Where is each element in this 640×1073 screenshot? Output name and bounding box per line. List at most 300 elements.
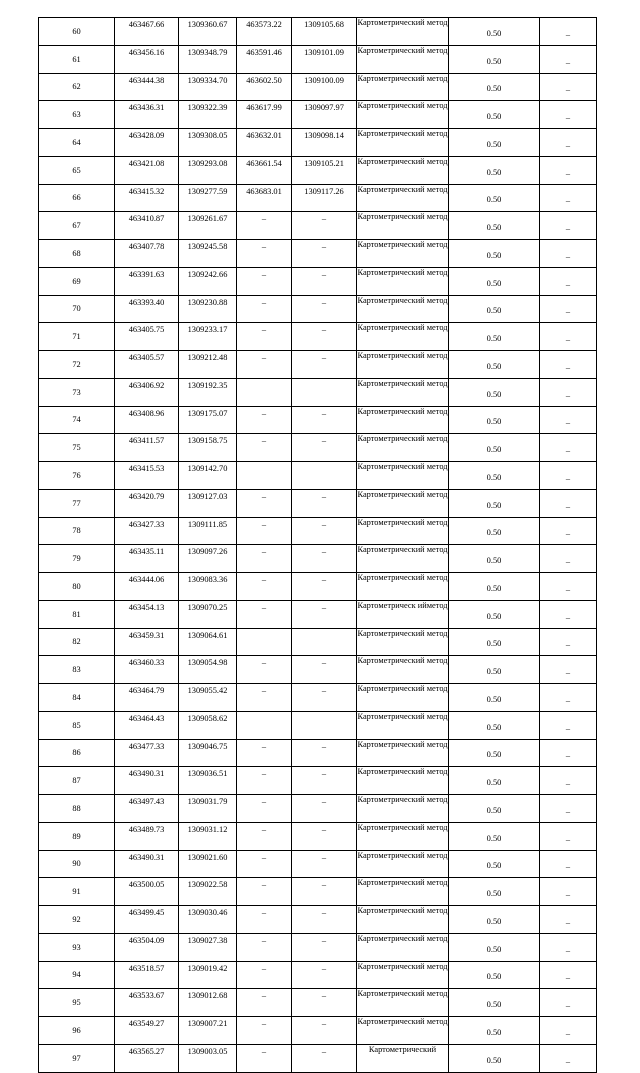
accuracy-cell: 0.50 <box>449 573 540 601</box>
method-cell: Картометрический метод <box>357 156 449 184</box>
y-coordinate-cell: 1309212.48 <box>179 351 237 379</box>
description-cell: – <box>540 267 597 295</box>
y2-coordinate-cell: – <box>292 212 357 240</box>
method-cell: Картометрический метод <box>357 545 449 573</box>
point-number-cell: 83 <box>39 656 115 684</box>
description-cell: – <box>540 73 597 101</box>
description-cell: – <box>540 600 597 628</box>
y-coordinate-cell: 1309233.17 <box>179 323 237 351</box>
y-coordinate-cell: 1309322.39 <box>179 101 237 129</box>
y2-coordinate-cell: 1309117.26 <box>292 184 357 212</box>
description-cell: – <box>540 1044 597 1072</box>
point-number-cell: 94 <box>39 961 115 989</box>
accuracy-cell: 0.50 <box>449 989 540 1017</box>
y2-coordinate-cell <box>292 462 357 490</box>
method-cell: Картометрический метод <box>357 517 449 545</box>
table-row <box>39 1017 597 1045</box>
table-row <box>39 628 597 656</box>
y-coordinate-cell: 1309111.85 <box>179 517 237 545</box>
description-cell: – <box>540 517 597 545</box>
method-cell: Картометрический метод <box>357 850 449 878</box>
method-cell: Картометрический метод <box>357 184 449 212</box>
x2-coordinate-cell: – <box>237 212 292 240</box>
description-cell: – <box>540 545 597 573</box>
x-coordinate-cell: 463391.63 <box>115 267 179 295</box>
y2-coordinate-cell: – <box>292 351 357 379</box>
y-coordinate-cell: 1309192.35 <box>179 378 237 406</box>
table-row <box>39 489 597 517</box>
x2-coordinate-cell: – <box>237 767 292 795</box>
x-coordinate-cell: 463444.06 <box>115 573 179 601</box>
y2-coordinate-cell: 1309097.97 <box>292 101 357 129</box>
table-row <box>39 1044 597 1072</box>
table-row <box>39 573 597 601</box>
x2-coordinate-cell <box>237 378 292 406</box>
point-number-cell: 93 <box>39 933 115 961</box>
table-row <box>39 156 597 184</box>
point-number-cell: 90 <box>39 850 115 878</box>
x-coordinate-cell: 463490.31 <box>115 767 179 795</box>
x2-coordinate-cell: 463602.50 <box>237 73 292 101</box>
x-coordinate-cell: 463477.33 <box>115 739 179 767</box>
method-cell: Картометрический метод <box>357 129 449 157</box>
y-coordinate-cell: 1309158.75 <box>179 434 237 462</box>
method-cell: Картометрический метод <box>357 822 449 850</box>
table-row <box>39 184 597 212</box>
accuracy-cell: 0.50 <box>449 711 540 739</box>
table-row <box>39 267 597 295</box>
x2-coordinate-cell: – <box>237 545 292 573</box>
point-number-cell: 88 <box>39 795 115 823</box>
method-cell: Картометрический метод <box>357 212 449 240</box>
x-coordinate-cell: 463421.08 <box>115 156 179 184</box>
y-coordinate-cell: 1309230.88 <box>179 295 237 323</box>
table-row <box>39 906 597 934</box>
y2-coordinate-cell <box>292 628 357 656</box>
accuracy-cell: 0.50 <box>449 212 540 240</box>
y2-coordinate-cell: – <box>292 878 357 906</box>
y2-coordinate-cell: – <box>292 267 357 295</box>
point-number-cell: 97 <box>39 1044 115 1072</box>
table-row <box>39 462 597 490</box>
accuracy-cell: 0.50 <box>449 850 540 878</box>
method-cell: Картометрический метод <box>357 18 449 46</box>
x2-coordinate-cell: – <box>237 351 292 379</box>
point-number-cell: 78 <box>39 517 115 545</box>
point-number-cell: 73 <box>39 378 115 406</box>
accuracy-cell: 0.50 <box>449 600 540 628</box>
table-row <box>39 101 597 129</box>
y-coordinate-cell: 1309245.58 <box>179 240 237 268</box>
y2-coordinate-cell: – <box>292 240 357 268</box>
accuracy-cell: 0.50 <box>449 129 540 157</box>
method-cell: Картометрический метод <box>357 101 449 129</box>
method-cell: Картометрический метод <box>357 795 449 823</box>
description-cell: – <box>540 240 597 268</box>
table-row <box>39 434 597 462</box>
accuracy-cell: 0.50 <box>449 462 540 490</box>
description-cell: – <box>540 878 597 906</box>
table-row <box>39 545 597 573</box>
y-coordinate-cell: 1309083.36 <box>179 573 237 601</box>
point-number-cell: 72 <box>39 351 115 379</box>
method-cell: Картометрический метод <box>357 1017 449 1045</box>
x-coordinate-cell: 463565.27 <box>115 1044 179 1072</box>
x2-coordinate-cell: – <box>237 989 292 1017</box>
method-cell: Картометрический метод <box>357 989 449 1017</box>
description-cell: – <box>540 822 597 850</box>
y-coordinate-cell: 1309031.12 <box>179 822 237 850</box>
point-number-cell: 60 <box>39 18 115 46</box>
accuracy-cell: 0.50 <box>449 267 540 295</box>
y2-coordinate-cell: 1309105.68 <box>292 18 357 46</box>
point-number-cell: 84 <box>39 684 115 712</box>
point-number-cell: 61 <box>39 45 115 73</box>
y2-coordinate-cell: – <box>292 406 357 434</box>
x-coordinate-cell: 463427.33 <box>115 517 179 545</box>
method-cell: Картометрический метод <box>357 573 449 601</box>
x-coordinate-cell: 463407.78 <box>115 240 179 268</box>
description-cell: – <box>540 711 597 739</box>
method-cell: Картометрический метод <box>357 489 449 517</box>
point-number-cell: 75 <box>39 434 115 462</box>
x-coordinate-cell: 463533.67 <box>115 989 179 1017</box>
accuracy-cell: 0.50 <box>449 156 540 184</box>
point-number-cell: 71 <box>39 323 115 351</box>
accuracy-cell: 0.50 <box>449 822 540 850</box>
description-cell: – <box>540 628 597 656</box>
point-number-cell: 96 <box>39 1017 115 1045</box>
y2-coordinate-cell: – <box>292 933 357 961</box>
x-coordinate-cell: 463459.31 <box>115 628 179 656</box>
y-coordinate-cell: 1309030.46 <box>179 906 237 934</box>
method-cell: Картометрический метод <box>357 628 449 656</box>
x-coordinate-cell: 463405.57 <box>115 351 179 379</box>
y-coordinate-cell: 1309293.08 <box>179 156 237 184</box>
accuracy-cell: 0.50 <box>449 73 540 101</box>
table-row <box>39 295 597 323</box>
y-coordinate-cell: 1309019.42 <box>179 961 237 989</box>
point-number-cell: 66 <box>39 184 115 212</box>
method-cell: Картометрический метод <box>357 878 449 906</box>
table-row <box>39 822 597 850</box>
description-cell: – <box>540 961 597 989</box>
y-coordinate-cell: 1309007.21 <box>179 1017 237 1045</box>
x-coordinate-cell: 463410.87 <box>115 212 179 240</box>
description-cell: – <box>540 212 597 240</box>
x-coordinate-cell: 463500.05 <box>115 878 179 906</box>
table-row <box>39 517 597 545</box>
x2-coordinate-cell: 463573.22 <box>237 18 292 46</box>
table-row <box>39 351 597 379</box>
y-coordinate-cell: 1309277.59 <box>179 184 237 212</box>
point-number-cell: 79 <box>39 545 115 573</box>
x2-coordinate-cell: – <box>237 906 292 934</box>
method-cell: Картометрический метод <box>357 739 449 767</box>
y2-coordinate-cell: – <box>292 489 357 517</box>
method-cell: Картометрический метод <box>357 462 449 490</box>
method-cell: Картометрический метод <box>357 406 449 434</box>
description-cell: – <box>540 850 597 878</box>
method-cell: Картометрический <box>357 1044 449 1072</box>
y2-coordinate-cell: – <box>292 1044 357 1072</box>
accuracy-cell: 0.50 <box>449 489 540 517</box>
method-cell: Картометрическ ийметод <box>357 600 449 628</box>
method-cell: Картометрический метод <box>357 961 449 989</box>
method-cell: Картометрический метод <box>357 684 449 712</box>
x-coordinate-cell: 463497.43 <box>115 795 179 823</box>
accuracy-cell: 0.50 <box>449 18 540 46</box>
y2-coordinate-cell: – <box>292 739 357 767</box>
point-number-cell: 82 <box>39 628 115 656</box>
description-cell: – <box>540 129 597 157</box>
x2-coordinate-cell: 463591.46 <box>237 45 292 73</box>
y-coordinate-cell: 1309127.03 <box>179 489 237 517</box>
method-cell: Картометрический метод <box>357 906 449 934</box>
accuracy-cell: 0.50 <box>449 1044 540 1072</box>
x2-coordinate-cell: – <box>237 489 292 517</box>
point-number-cell: 77 <box>39 489 115 517</box>
x-coordinate-cell: 463444.38 <box>115 73 179 101</box>
x2-coordinate-cell: – <box>237 295 292 323</box>
x-coordinate-cell: 463405.75 <box>115 323 179 351</box>
x2-coordinate-cell: – <box>237 406 292 434</box>
x-coordinate-cell: 463464.43 <box>115 711 179 739</box>
point-number-cell: 63 <box>39 101 115 129</box>
x-coordinate-cell: 463428.09 <box>115 129 179 157</box>
table-row <box>39 323 597 351</box>
accuracy-cell: 0.50 <box>449 933 540 961</box>
y-coordinate-cell: 1309097.26 <box>179 545 237 573</box>
description-cell: – <box>540 184 597 212</box>
accuracy-cell: 0.50 <box>449 767 540 795</box>
table-row <box>39 240 597 268</box>
x2-coordinate-cell: – <box>237 684 292 712</box>
x2-coordinate-cell: – <box>237 517 292 545</box>
x-coordinate-cell: 463499.45 <box>115 906 179 934</box>
x2-coordinate-cell: 463632.01 <box>237 129 292 157</box>
x-coordinate-cell: 463393.40 <box>115 295 179 323</box>
x2-coordinate-cell: – <box>237 961 292 989</box>
x-coordinate-cell: 463415.32 <box>115 184 179 212</box>
x2-coordinate-cell: 463617.99 <box>237 101 292 129</box>
description-cell: – <box>540 45 597 73</box>
table-row <box>39 129 597 157</box>
y2-coordinate-cell: – <box>292 434 357 462</box>
table-row <box>39 406 597 434</box>
y2-coordinate-cell <box>292 378 357 406</box>
x-coordinate-cell: 463435.11 <box>115 545 179 573</box>
method-cell: Картометрический метод <box>357 267 449 295</box>
accuracy-cell: 0.50 <box>449 45 540 73</box>
x-coordinate-cell: 463420.79 <box>115 489 179 517</box>
y2-coordinate-cell: – <box>292 795 357 823</box>
x-coordinate-cell: 463518.57 <box>115 961 179 989</box>
point-number-cell: 86 <box>39 739 115 767</box>
description-cell: – <box>540 739 597 767</box>
method-cell: Картометрический метод <box>357 378 449 406</box>
x-coordinate-cell: 463454.13 <box>115 600 179 628</box>
method-cell: Картометрический метод <box>357 933 449 961</box>
y2-coordinate-cell: 1309101.09 <box>292 45 357 73</box>
description-cell: – <box>540 101 597 129</box>
accuracy-cell: 0.50 <box>449 101 540 129</box>
table-row <box>39 795 597 823</box>
x-coordinate-cell: 463504.09 <box>115 933 179 961</box>
table-row <box>39 18 597 46</box>
accuracy-cell: 0.50 <box>449 545 540 573</box>
method-cell: Картометрический метод <box>357 434 449 462</box>
point-number-cell: 64 <box>39 129 115 157</box>
x-coordinate-cell: 463490.31 <box>115 850 179 878</box>
y-coordinate-cell: 1309348.79 <box>179 45 237 73</box>
y-coordinate-cell: 1309175.07 <box>179 406 237 434</box>
accuracy-cell: 0.50 <box>449 406 540 434</box>
point-number-cell: 91 <box>39 878 115 906</box>
y2-coordinate-cell: – <box>292 295 357 323</box>
x-coordinate-cell: 463464.79 <box>115 684 179 712</box>
y2-coordinate-cell: – <box>292 656 357 684</box>
table-row <box>39 600 597 628</box>
x2-coordinate-cell: – <box>237 933 292 961</box>
x2-coordinate-cell: 463683.01 <box>237 184 292 212</box>
method-cell: Картометрический метод <box>357 45 449 73</box>
accuracy-cell: 0.50 <box>449 878 540 906</box>
description-cell: – <box>540 684 597 712</box>
x2-coordinate-cell: – <box>237 878 292 906</box>
point-number-cell: 74 <box>39 406 115 434</box>
y-coordinate-cell: 1309022.58 <box>179 878 237 906</box>
table-row <box>39 656 597 684</box>
accuracy-cell: 0.50 <box>449 795 540 823</box>
x2-coordinate-cell: – <box>237 1017 292 1045</box>
x2-coordinate-cell: – <box>237 850 292 878</box>
x2-coordinate-cell: – <box>237 739 292 767</box>
y2-coordinate-cell: 1309098.14 <box>292 129 357 157</box>
accuracy-cell: 0.50 <box>449 684 540 712</box>
table-row <box>39 45 597 73</box>
y2-coordinate-cell: – <box>292 545 357 573</box>
x-coordinate-cell: 463460.33 <box>115 656 179 684</box>
method-cell: Картометрический метод <box>357 295 449 323</box>
point-number-cell: 67 <box>39 212 115 240</box>
point-number-cell: 95 <box>39 989 115 1017</box>
accuracy-cell: 0.50 <box>449 378 540 406</box>
point-number-cell: 76 <box>39 462 115 490</box>
method-cell: Картометрический метод <box>357 351 449 379</box>
table-row <box>39 73 597 101</box>
y2-coordinate-cell: – <box>292 600 357 628</box>
y2-coordinate-cell: – <box>292 323 357 351</box>
x-coordinate-cell: 463408.96 <box>115 406 179 434</box>
table-row <box>39 850 597 878</box>
method-cell: Картометрический метод <box>357 240 449 268</box>
table-body <box>39 18 597 1073</box>
x2-coordinate-cell: 463661.54 <box>237 156 292 184</box>
x2-coordinate-cell: – <box>237 1044 292 1072</box>
y2-coordinate-cell: – <box>292 850 357 878</box>
method-cell: Картометрический метод <box>357 656 449 684</box>
description-cell: – <box>540 933 597 961</box>
y-coordinate-cell: 1309360.67 <box>179 18 237 46</box>
table-row <box>39 378 597 406</box>
description-cell: – <box>540 795 597 823</box>
accuracy-cell: 0.50 <box>449 517 540 545</box>
accuracy-cell: 0.50 <box>449 351 540 379</box>
description-cell: – <box>540 323 597 351</box>
y-coordinate-cell: 1309142.70 <box>179 462 237 490</box>
description-cell: – <box>540 767 597 795</box>
table-row <box>39 684 597 712</box>
table-row <box>39 767 597 795</box>
x-coordinate-cell: 463415.53 <box>115 462 179 490</box>
y-coordinate-cell: 1309012.68 <box>179 989 237 1017</box>
point-number-cell: 62 <box>39 73 115 101</box>
description-cell: – <box>540 156 597 184</box>
table-row <box>39 933 597 961</box>
x2-coordinate-cell: – <box>237 573 292 601</box>
point-number-cell: 70 <box>39 295 115 323</box>
table-row <box>39 961 597 989</box>
table-row <box>39 878 597 906</box>
method-cell: Картометрический метод <box>357 767 449 795</box>
accuracy-cell: 0.50 <box>449 1017 540 1045</box>
x2-coordinate-cell <box>237 628 292 656</box>
y-coordinate-cell: 1309334.70 <box>179 73 237 101</box>
description-cell: – <box>540 351 597 379</box>
y-coordinate-cell: 1309261.67 <box>179 212 237 240</box>
x-coordinate-cell: 463411.57 <box>115 434 179 462</box>
y-coordinate-cell: 1309242.66 <box>179 267 237 295</box>
accuracy-cell: 0.50 <box>449 656 540 684</box>
y-coordinate-cell: 1309064.61 <box>179 628 237 656</box>
y2-coordinate-cell: – <box>292 989 357 1017</box>
accuracy-cell: 0.50 <box>449 906 540 934</box>
description-cell: – <box>540 462 597 490</box>
x2-coordinate-cell: – <box>237 267 292 295</box>
y-coordinate-cell: 1309031.79 <box>179 795 237 823</box>
x2-coordinate-cell: – <box>237 795 292 823</box>
accuracy-cell: 0.50 <box>449 184 540 212</box>
y2-coordinate-cell: – <box>292 767 357 795</box>
description-cell: – <box>540 1017 597 1045</box>
accuracy-cell: 0.50 <box>449 295 540 323</box>
point-number-cell: 87 <box>39 767 115 795</box>
description-cell: – <box>540 378 597 406</box>
x-coordinate-cell: 463456.16 <box>115 45 179 73</box>
point-number-cell: 65 <box>39 156 115 184</box>
y-coordinate-cell: 1309036.51 <box>179 767 237 795</box>
y-coordinate-cell: 1309046.75 <box>179 739 237 767</box>
point-number-cell: 69 <box>39 267 115 295</box>
y2-coordinate-cell: – <box>292 573 357 601</box>
x2-coordinate-cell <box>237 462 292 490</box>
method-cell: Картометрический метод <box>357 73 449 101</box>
point-number-cell: 80 <box>39 573 115 601</box>
table-row <box>39 212 597 240</box>
description-cell: – <box>540 406 597 434</box>
method-cell: Картометрический метод <box>357 711 449 739</box>
description-cell: – <box>540 434 597 462</box>
accuracy-cell: 0.50 <box>449 961 540 989</box>
description-cell: – <box>540 295 597 323</box>
y-coordinate-cell: 1309003.05 <box>179 1044 237 1072</box>
description-cell: – <box>540 906 597 934</box>
table-row <box>39 739 597 767</box>
accuracy-cell: 0.50 <box>449 240 540 268</box>
description-cell: – <box>540 18 597 46</box>
point-number-cell: 68 <box>39 240 115 268</box>
